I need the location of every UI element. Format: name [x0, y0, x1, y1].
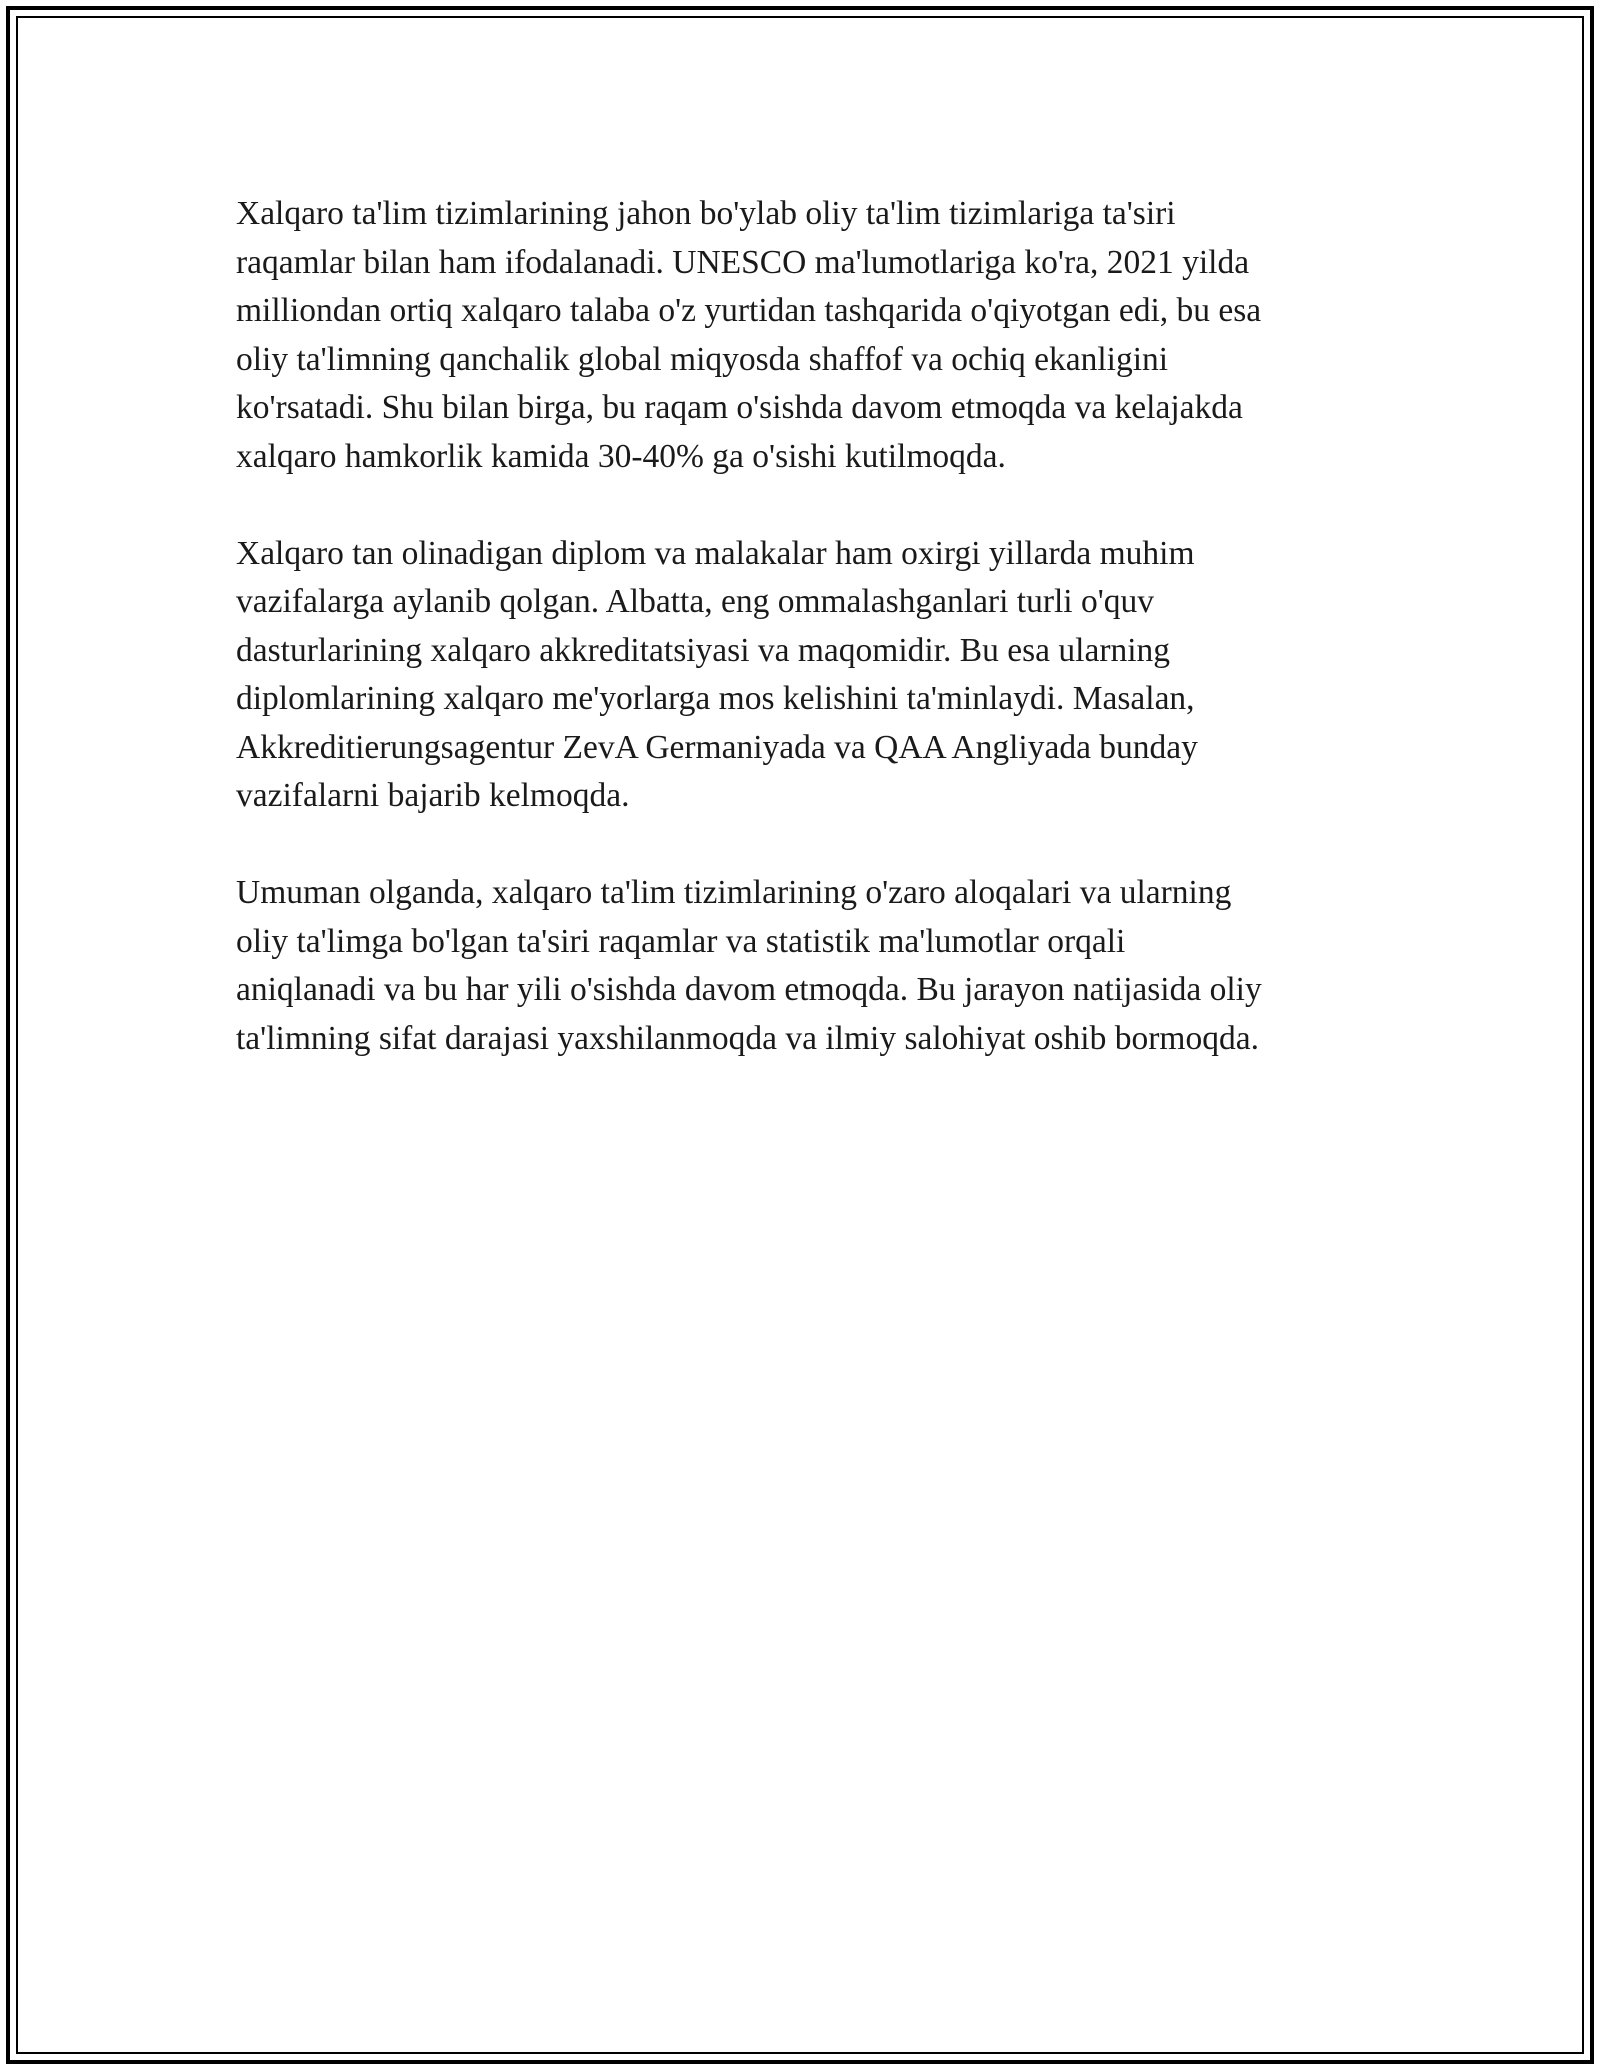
paragraph-1: Xalqaro ta'lim tizimlarining jahon bo'ylab oliy ta'lim tizimlariga ta'siri raqamlar bilan ham ifodalanadi. UNESCO ma'lumotlariga ko'ra, 2021 yilda milliondan ortiq xalqaro talaba o'z yurtidan tashqarida o'qiyotgan edi, bu esa oliy ta'limning qanchalik global miqyosda shaffof va ochiq ekanligini ko'rsatadi. Shu bilan birga, bu raqam o'sishda davom etmoqda va kelajakda xalqaro hamkorlik kamida 30-40% ga o'sishi kutilmoqda.	[236, 195, 1262, 475]
paragraph-3: Umuman olganda, xalqaro ta'lim tizimlarining o'zaro aloqalari va ularning oliy ta'limga bo'lgan ta'siri raqamlar va statistik ma'lumotlar orqali aniqlanadi va bu har yili o'sishda davom etmoqda. Bu jarayon natijasida oliy ta'limning sifat darajasi yaxshilanmoqda va ilmiy salohiyat oshib bormoqda.	[236, 874, 1262, 1057]
document-body	[236, 190, 1366, 1112]
paragraph-2: Xalqaro tan olinadigan diplom va malakalar ham oxirgi yillarda muhim vazifalarga aylanib qolgan. Albatta, eng ommalashganlari turli o'quv dasturlarining xalqaro akkreditatsiyasi va maqomidir. Bu esa ularning diplomlarining xalqaro me'yorlarga mos kelishini ta'minlaydi. Masalan, Akkreditierungsagentur ZevA Germaniyada va QAA Angliyada bunday vazifalarni bajarib kelmoqda.	[236, 534, 1198, 814]
